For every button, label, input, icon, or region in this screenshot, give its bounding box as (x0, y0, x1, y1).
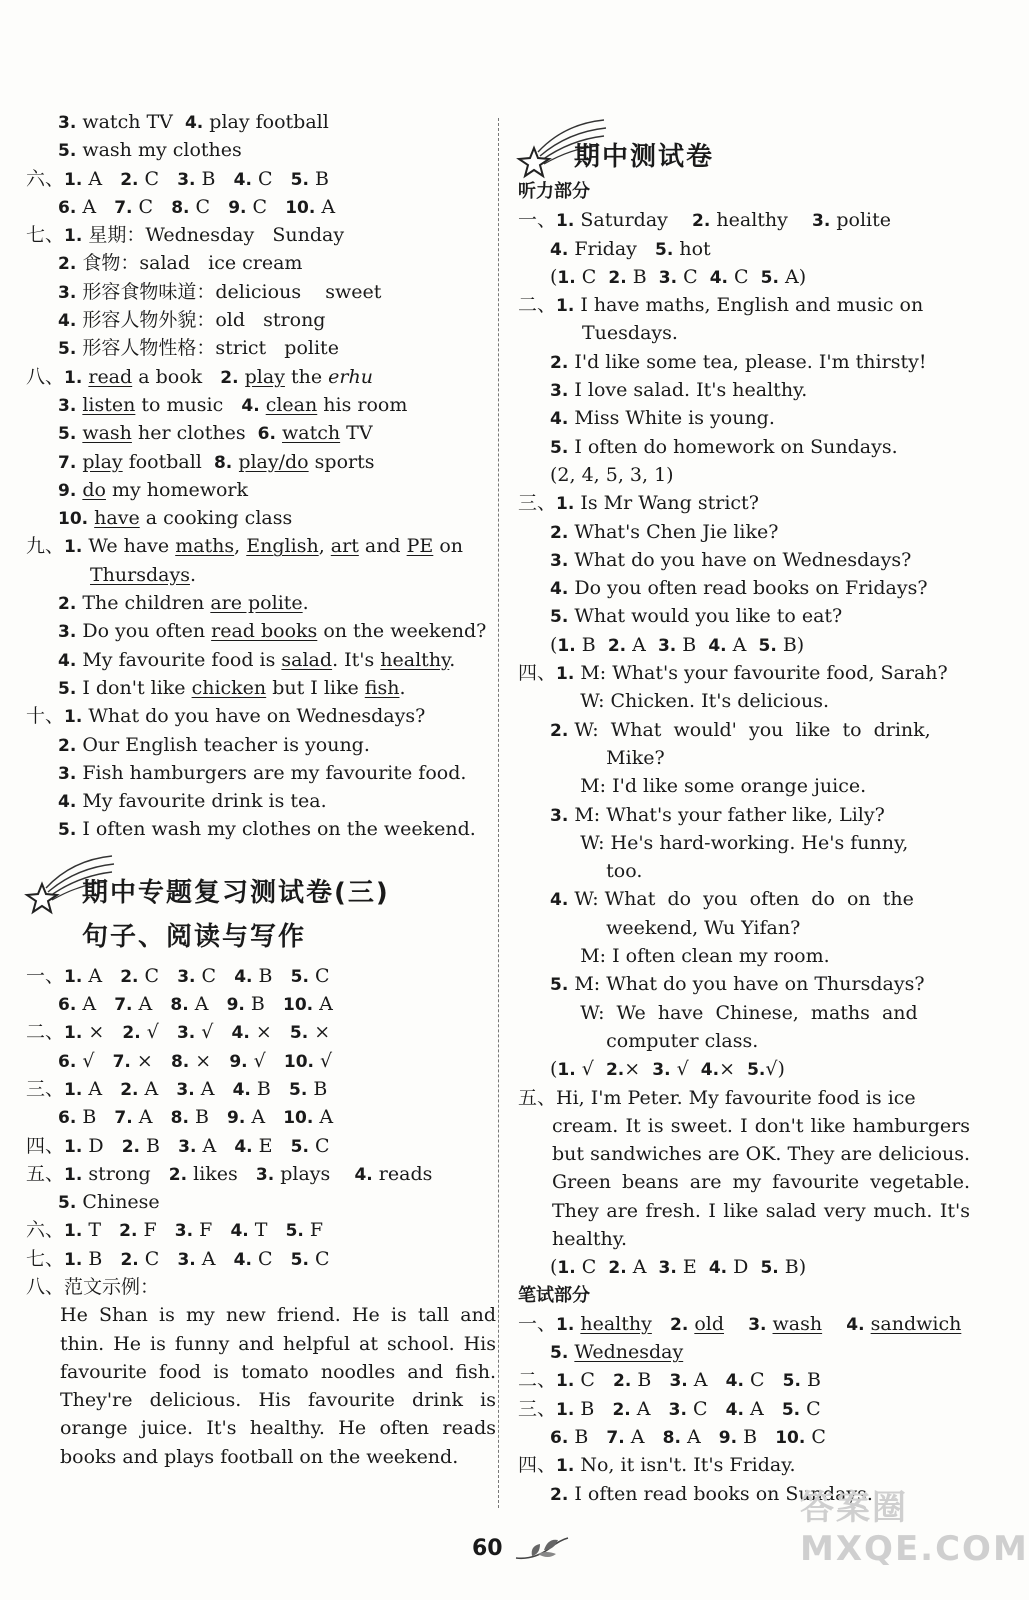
answer-line: 一、1. A 2. C 3. C 4. B 5. C (26, 964, 330, 987)
item-number: 2. (119, 1221, 138, 1242)
item-number: 9. (718, 1428, 738, 1449)
underlined-answer: play/do (238, 450, 309, 473)
text-span: 六、 (26, 167, 65, 190)
item-number: 7. (114, 197, 133, 218)
item-number: 4. (231, 1023, 250, 1044)
answer-line: W: We have Chinese, maths and (550, 1001, 918, 1024)
answer-line: 4. Friday 5. hot (550, 237, 711, 260)
item-number: 2. (608, 1258, 627, 1279)
item-number: 2. (692, 211, 711, 232)
underlined-answer: Wednesday (574, 1341, 684, 1364)
item-number: 1. (556, 1456, 575, 1477)
underlined-answer: sandwich (870, 1312, 962, 1335)
item-number: 3. (178, 1136, 197, 1157)
answer-line: 3. I love salad. It's healthy. (550, 379, 808, 402)
item-number: 5. (290, 1136, 309, 1157)
text-span: 三、 (518, 492, 557, 515)
underlined-answer: English (246, 535, 319, 558)
item-number: 2. (58, 254, 77, 275)
answer-line: 三、1. B 2. A 3. C 4. A 5. C (518, 1397, 821, 1420)
item-number: 1. (64, 367, 83, 388)
text-span: 九、 (26, 535, 65, 558)
answer-line: 4. My favourite food is salad. It's healthy. (58, 648, 456, 671)
item-number: 2. (120, 966, 139, 987)
answer-line: 5. wash her clothes 6. watch TV (58, 422, 373, 445)
item-number: 5. (290, 169, 309, 190)
answer-line: 6. B 7. A 8. A 9. B 10. C (550, 1426, 826, 1449)
item-number: 7. (112, 1051, 131, 1072)
item-number: 1. (64, 966, 83, 987)
answer-line: 2. Our English teacher is young. (58, 733, 370, 756)
item-number: 1. (64, 1164, 83, 1185)
item-number: 3. (668, 1399, 687, 1420)
left-column (26, 108, 496, 1471)
answer-line: 2. 食物：salad ice cream (58, 252, 303, 275)
underlined-answer: read (88, 365, 133, 388)
leaf-ornament-icon (514, 1532, 570, 1566)
item-number: 4. (233, 169, 252, 190)
answer-line: 八、1. read a book 2. play the erhu (26, 365, 373, 388)
answer-line: 三、1. Is Mr Wang strict? (518, 492, 759, 515)
item-number: 2. (220, 367, 239, 388)
item-number: 3. (550, 805, 569, 826)
item-number: 5. (289, 1079, 308, 1100)
section-subtitle-text: 句子、阅读与写作 (82, 921, 307, 952)
text-span: 七、 (26, 224, 65, 247)
item-number: 3. (550, 381, 569, 402)
item-number: 2. (550, 720, 569, 741)
answer-line: 2. I often read books on Sundays. (550, 1482, 873, 1505)
item-number: 4. (550, 890, 569, 911)
answer-line: Thursdays. (90, 563, 197, 586)
underlined-answer: listen (82, 393, 136, 416)
item-number: 5. (550, 975, 569, 996)
item-number: 2. (58, 594, 77, 615)
answer-line: 2. I'd like some tea, please. I'm thirsty! (550, 350, 927, 373)
underlined-answer: healthy (580, 1312, 652, 1335)
answer-line: 4. Miss White is young. (550, 407, 775, 430)
answer-line: 五、Hi, I'm Peter. My favourite food is ice (518, 1086, 916, 1109)
item-number: 8. (171, 197, 190, 218)
item-number: 4. (550, 579, 569, 600)
answer-line: 5. I often do homework on Sundays. (550, 435, 898, 458)
answer-line: 四、1. No, it isn't. It's Friday. (518, 1454, 796, 1477)
item-number: 5. (747, 1060, 766, 1081)
text-span: 二、 (518, 1369, 557, 1392)
answer-line: 2. What's Chen Jie like? (550, 520, 779, 543)
item-number: 2. (669, 1314, 689, 1335)
item-number: 1. (556, 1371, 575, 1392)
answer-line: 九、1. We have maths, English, art and PE on (26, 535, 464, 558)
item-number: 3. (658, 1258, 677, 1279)
answer-line: 5. I don't like chicken but I like fish. (58, 676, 406, 699)
item-number: 1. (556, 211, 575, 232)
page-number: 60 (472, 1536, 503, 1561)
item-number: 1. (557, 1060, 576, 1081)
item-number: 4. (700, 1060, 720, 1081)
answer-line: 一、1. Saturday 2. healthy 3. polite (518, 209, 892, 232)
text-span: 五、 (518, 1086, 557, 1109)
item-number: 4. (234, 1136, 253, 1157)
answer-line: 6. A 7. A 8. A 9. B 10. A (58, 993, 333, 1016)
underlined-answer: play (244, 365, 285, 388)
paragraph: He Shan is my new friend. He is tall and thin. He is funny and helpful at school. His favourite food is tomato noodles and fish. They're delicious. His favourite drink is orange juice. It's healthy. He often reads books and plays football on the weekend. (60, 1304, 496, 1468)
item-number: 1. (556, 1314, 575, 1335)
answer-line: 10. have a cooking class (58, 507, 293, 530)
right-column (518, 108, 970, 1508)
item-number: 7. (114, 995, 133, 1016)
answer-line: 4. My favourite drink is tea. (58, 790, 327, 813)
item-number: 3. (652, 1060, 671, 1081)
text-span: 四、 (518, 1454, 557, 1477)
item-number: 1. (64, 537, 83, 558)
answer-line: 9. do my homework (58, 478, 249, 501)
answer-line: (1. C 2. B 3. C 4. C 5. A) (550, 265, 807, 288)
answer-line: W: Chicken. It's delicious. (550, 690, 829, 713)
item-number: 4. (550, 409, 569, 430)
answer-line: 六、1. A 2. C 3. B 4. C 5. B (26, 167, 329, 190)
item-number: 5. (58, 339, 77, 360)
item-number: 2. (613, 1371, 632, 1392)
item-number: 10. (283, 1051, 314, 1072)
text-span: 二、 (26, 1021, 65, 1044)
item-number: 3. (255, 1164, 275, 1185)
answer-line: 5. M: What do you have on Thursdays? (550, 973, 925, 996)
item-number: 5. (758, 635, 777, 656)
item-number: 5. (290, 1249, 309, 1270)
text-span: 八、 (26, 365, 65, 388)
answer-line: 七、1. B 2. C 3. A 4. C 5. C (26, 1247, 330, 1270)
item-number: 5. (58, 424, 77, 445)
text-span: 形容人物外貌： (82, 309, 216, 332)
answer-line: M: I often clean my room. (550, 945, 830, 968)
answer-line: 5. Chinese (58, 1191, 160, 1214)
item-number: 2. (58, 735, 77, 756)
item-number: 3. (669, 1371, 688, 1392)
item-number: 4. (241, 395, 260, 416)
underlined-answer: read books (211, 620, 318, 643)
column-divider (498, 118, 499, 1508)
item-number: 5. (550, 1343, 569, 1364)
item-number: 5. (760, 1258, 779, 1279)
text-span: erhu (328, 365, 373, 388)
text-span: 八、范文示例： (26, 1275, 160, 1298)
item-number: 3. (748, 1314, 767, 1335)
item-number: 6. (58, 995, 77, 1016)
item-number: 2. (605, 1060, 625, 1081)
subsection-heading: 听力部分 (518, 181, 590, 202)
answer-line: M: I'd like some orange juice. (550, 775, 867, 798)
answer-line: 4. 形容人物外貌：old strong (58, 309, 326, 332)
item-number: 9. (228, 197, 247, 218)
underlined-answer: art (330, 535, 359, 558)
item-number: 5. (58, 141, 77, 162)
answer-line: 3. Fish hamburgers are my favourite food. (58, 761, 467, 784)
section-title-text: 期中专题复习测试卷(三) (82, 877, 390, 908)
item-number: 4. (708, 1258, 728, 1279)
item-number: 6. (257, 424, 276, 445)
answer-line: 6. A 7. C 8. C 9. C 10. A (58, 195, 336, 218)
text-span: 四、 (518, 662, 557, 685)
item-number: 4. (709, 267, 729, 288)
item-number: 8. (170, 1108, 189, 1129)
item-number: 8. (213, 452, 233, 473)
item-number: 5. (655, 239, 674, 260)
item-number: 3. (657, 635, 677, 656)
underlined-answer: have (94, 507, 140, 530)
item-number: 5. (290, 966, 309, 987)
item-number: 3. (177, 1249, 196, 1270)
answer-line: 4. W: What do you often do on the (550, 888, 914, 911)
watermark: 答案圈 MXQE.COM (800, 1488, 1029, 1569)
paragraph: cream. It is sweet. I don't like hamburgers but sandwiches are OK. They are delicious. Green beans are my favourite vegetable. They are fresh. I like salad very much. It's healthy. (552, 1114, 970, 1250)
text-span: 形容人物性格： (82, 337, 216, 360)
answer-line: 七、1. 星期：Wednesday Sunday (26, 224, 345, 247)
item-number: 1. (64, 1136, 83, 1157)
answer-line: 2. The children are polite. (58, 592, 309, 615)
item-number: 4. (184, 113, 204, 133)
underlined-answer: chicken (191, 676, 267, 699)
text-span: 七、 (26, 1247, 65, 1270)
item-number: 3. (58, 622, 77, 643)
item-number: 1. (64, 1079, 83, 1100)
item-number: 1. (64, 1023, 83, 1044)
answer-line (518, 1338, 970, 1366)
text-span: 一、 (518, 1312, 557, 1335)
underlined-answer: Thursdays (90, 563, 190, 586)
answer-line: 十、1. What do you have on Wednesdays? (26, 705, 426, 728)
item-number: 3. (58, 395, 77, 416)
item-number: 4. (58, 792, 77, 813)
item-number: 3. (58, 113, 77, 133)
item-number: 1. (64, 169, 83, 190)
item-number: 1. (64, 1221, 83, 1242)
item-number: 10. (58, 509, 89, 530)
text-span: 形容食物味道： (82, 280, 216, 303)
item-number: 3. (658, 267, 678, 288)
item-number: 6. (58, 1051, 77, 1072)
item-number: 10. (283, 1108, 314, 1129)
answer-line: 五、1. strong 2. likes 3. plays 4. reads (26, 1162, 433, 1185)
answer-line: 二、1. C 2. B 3. A 4. C 5. B (518, 1369, 821, 1392)
answer-line: (1. C 2. A 3. E 4. D 5. B) (550, 1256, 807, 1279)
answer-line: (1. B 2. A 3. B 4. A 5. B) (550, 633, 805, 656)
answer-line: weekend, Wu Yifan? (582, 916, 801, 939)
answer-line: 四、1. D 2. B 3. A 4. E 5. C (26, 1134, 330, 1157)
underlined-answer: clean (265, 393, 318, 416)
answer-line: 5. 形容人物性格：strict polite (58, 337, 339, 360)
item-number: 9. (229, 1051, 248, 1072)
answer-line: computer class. (582, 1029, 759, 1052)
item-number: 8. (662, 1428, 681, 1449)
item-number: 8. (170, 1051, 190, 1072)
item-number: 3. (58, 282, 77, 303)
item-number: 3. (177, 966, 196, 987)
item-number: 8. (170, 995, 189, 1016)
underlined-answer: do (82, 478, 106, 501)
underlined-answer: salad (281, 648, 333, 671)
item-number: 4. (725, 1371, 744, 1392)
answer-line: 2. W: What would' you like to drink, (550, 718, 931, 741)
item-number: 4. (234, 966, 253, 987)
item-number: 3. (176, 1023, 196, 1044)
item-number: 5. (58, 1193, 77, 1214)
answer-line: 4. Do you often read books on Fridays? (550, 577, 928, 600)
item-number: 1. (556, 1399, 575, 1420)
text-span: 五、 (26, 1162, 65, 1185)
item-number: 3. (550, 550, 569, 571)
item-number: 2. (550, 1484, 569, 1505)
item-number: 3. (177, 169, 196, 190)
underlined-answer: watch (282, 422, 341, 445)
answer-line: 四、1. M: What's your favourite food, Sarah? (518, 662, 948, 685)
underlined-answer: play (82, 450, 123, 473)
underlined-answer: wash (772, 1312, 823, 1335)
item-number: 1. (64, 1249, 83, 1270)
text-span: 四、 (26, 1134, 65, 1157)
answer-line: W: He's hard-working. He's funny, (550, 831, 909, 854)
item-number: 3. (174, 1221, 194, 1242)
item-number: 4. (58, 311, 77, 332)
item-number: 5. (760, 267, 779, 288)
answer-line: too. (582, 860, 643, 883)
item-number: 7. (606, 1428, 625, 1449)
item-number: 6. (58, 197, 77, 218)
section-title (518, 118, 970, 174)
item-number: 4. (58, 650, 77, 671)
item-number: 4. (233, 1249, 252, 1270)
answer-line: 3. 形容食物味道：delicious sweet (58, 280, 382, 303)
subsection-heading: 笔试部分 (518, 1284, 590, 1306)
answer-line: 三、1. A 2. A 3. A 4. B 5. B (26, 1077, 328, 1100)
answer-line: (2, 4, 5, 3, 1) (550, 463, 674, 486)
underlined-answer: healthy (380, 648, 450, 671)
item-number: 4. (354, 1164, 373, 1185)
item-number: 1. (557, 635, 576, 656)
item-number: 1. (556, 494, 575, 515)
text-span: 食物： (82, 252, 140, 275)
item-number: 2. (122, 1023, 141, 1044)
answer-line: 6. √ 7. × 8. × 9. √ 10. √ (58, 1049, 333, 1072)
answer-line: (1. √ 2.× 3. √ 4.× 5.√) (550, 1058, 785, 1081)
answer-line: 7. play football 8. play/do sports (58, 450, 375, 473)
underlined-answer: old (694, 1312, 725, 1335)
underlined-answer: are polite (210, 592, 303, 615)
item-number: 1. (556, 664, 575, 685)
item-number: 5. (782, 1371, 801, 1392)
item-number: 2. (121, 1136, 141, 1157)
answer-line: 二、1. I have maths, English and music on (518, 294, 924, 317)
item-number: 5. (550, 607, 569, 628)
answer-line: 六、1. T 2. F 3. F 4. T 5. F (26, 1219, 324, 1242)
answer-line: 6. B 7. A 8. B 9. A 10. A (58, 1106, 334, 1129)
underlined-answer: wash (82, 422, 132, 445)
text-span: 三、 (26, 1077, 65, 1100)
answer-line: 二、1. × 2. √ 3. √ 4. × 5. × (26, 1021, 331, 1044)
item-number: 10. (282, 995, 314, 1016)
item-number: 2. (612, 1399, 631, 1420)
item-number: 3. (176, 1079, 195, 1100)
item-number: 5. (285, 1221, 304, 1242)
item-number: 2. (120, 169, 139, 190)
text-span: 二、 (518, 294, 557, 317)
item-number: 9. (58, 480, 77, 501)
text-span: 三、 (518, 1397, 557, 1420)
item-number: 2. (607, 635, 627, 656)
answer-line: 3. Do you often read books on the weekend? (58, 620, 487, 643)
item-number: 5. (550, 437, 569, 458)
underlined-answer: maths (175, 535, 235, 558)
item-number: 1. (557, 267, 576, 288)
item-number: 7. (114, 1108, 133, 1129)
item-number: 6. (58, 1108, 77, 1129)
answer-line: 3. listen to music 4. clean his room (58, 393, 408, 416)
item-number: 3. (812, 211, 831, 232)
item-number: 2. (550, 352, 569, 373)
text-span: 十、 (26, 705, 65, 728)
answer-line: 5. What would you like to eat? (550, 605, 843, 628)
item-number: 4. (230, 1221, 249, 1242)
section-title-text: 期中测试卷 (574, 142, 715, 172)
answer-line: 3. watch TV 4. play football (58, 111, 329, 133)
item-number: 4. (708, 635, 727, 656)
item-number: 2. (120, 1079, 139, 1100)
item-number: 4. (550, 239, 569, 260)
item-number: 6. (550, 1428, 569, 1449)
underlined-answer: PE (406, 535, 434, 558)
answer-line: 3. What do you have on Wednesdays? (550, 548, 912, 571)
item-number: 5. (289, 1023, 309, 1044)
answer-line: 5. I often wash my clothes on the weekend. (58, 818, 476, 841)
answer-line: Mike? (582, 746, 665, 769)
item-number: 5. (58, 820, 77, 841)
item-number: 10. (285, 197, 316, 218)
item-number: 3. (58, 763, 77, 784)
text-span: 星期： (88, 224, 146, 247)
item-number: 2. (550, 522, 569, 543)
item-number: 5. (58, 678, 77, 699)
item-number: 4. (232, 1079, 251, 1100)
item-number: 2. (168, 1164, 188, 1185)
item-number: 1. (557, 1258, 576, 1279)
item-number: 1. (556, 296, 575, 317)
item-number: 10. (775, 1428, 806, 1449)
item-number: 9. (226, 995, 245, 1016)
item-number: 7. (58, 452, 77, 473)
text-span: 六、 (26, 1219, 65, 1242)
item-number: 2. (608, 267, 627, 288)
answer-line (26, 1273, 496, 1301)
answer-line: Tuesdays. (582, 322, 678, 345)
text-span: 一、 (518, 209, 557, 232)
underlined-answer: fish (364, 676, 400, 699)
item-number: 2. (120, 1249, 139, 1270)
item-number: 4. (725, 1399, 744, 1420)
item-number: 1. (64, 226, 83, 247)
answer-line (518, 1310, 970, 1338)
item-number: 1. (64, 707, 83, 728)
item-number: 5. (781, 1399, 801, 1420)
answer-line: 5. wash my clothes (58, 139, 242, 162)
text-span: 一、 (26, 964, 65, 987)
item-number: 4. (846, 1314, 865, 1335)
section-title (26, 854, 496, 958)
item-number: 9. (227, 1108, 246, 1129)
answer-line: 3. M: What's your father like, Lily? (550, 803, 885, 826)
